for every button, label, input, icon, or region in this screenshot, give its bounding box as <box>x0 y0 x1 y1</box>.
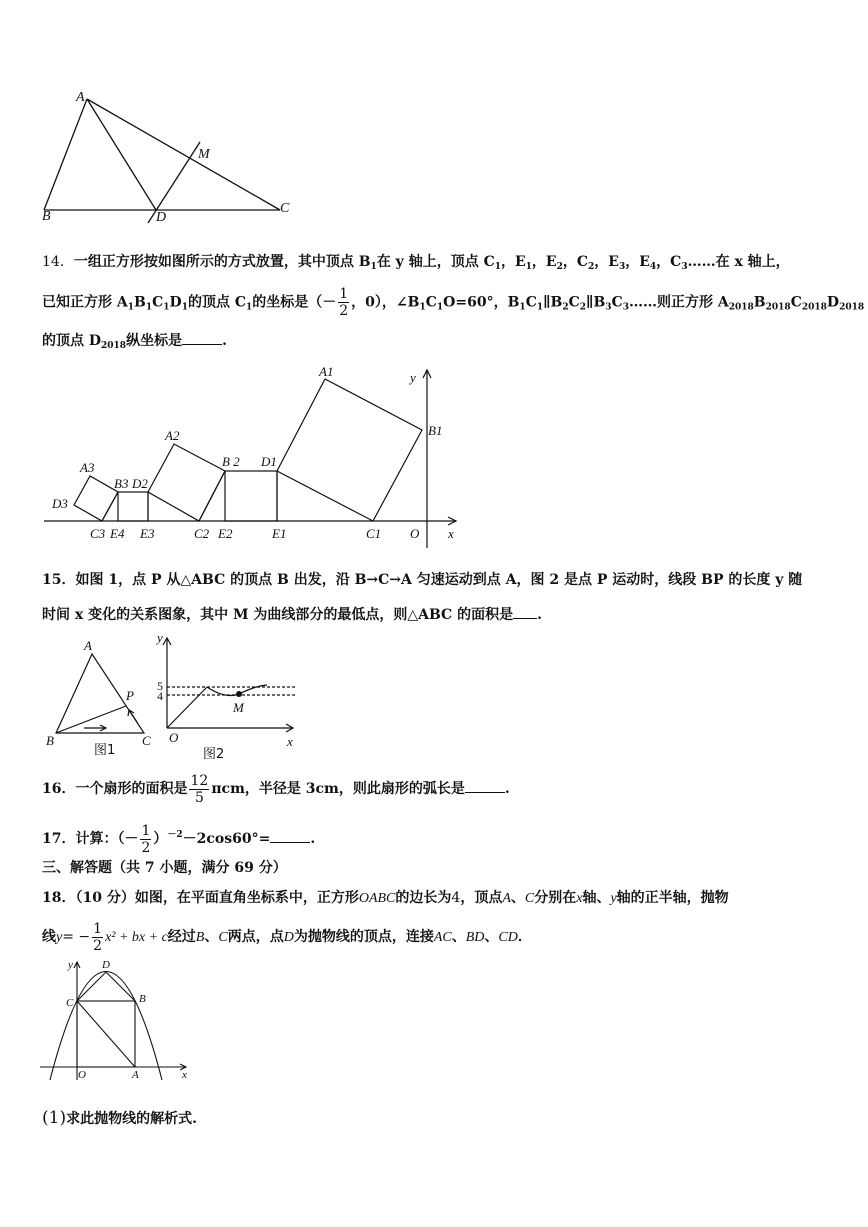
fig14-label-e3: E3 <box>140 526 155 541</box>
fig15-tick-4: 4 <box>157 689 163 703</box>
fig14-label-c1: C1 <box>366 526 382 541</box>
fig14-label-b1: B1 <box>428 423 443 438</box>
fig14-label-c3: C3 <box>90 526 106 541</box>
fig14-label-b3: B3 <box>114 476 129 491</box>
fig14-label-a2: A2 <box>165 428 180 443</box>
fig18-label-o: O <box>78 1069 86 1081</box>
fig14-label-a3: A3 <box>80 460 95 475</box>
q14-fraction: $\frac{1}{2}$ <box>339 286 349 319</box>
fig14-label-b2: B 2 <box>222 454 240 469</box>
fig15-label-b: B <box>46 733 54 748</box>
fig15-tick-5: 5 <box>157 679 163 693</box>
q17-answer-blank[interactable] <box>270 828 310 843</box>
fig14-label-c2: C2 <box>194 526 210 541</box>
section3-heading: 三、解答题（共 7 小题，满分 69 分） <box>42 860 287 876</box>
q16: 16．一个扇形的面积是 $\frac{12}{5}$ πcm，半径是 3cm，则此扇形的弧长是 . <box>42 772 510 806</box>
fig14-label-e2: E2 <box>218 526 233 541</box>
q14-line1: 14．一组正方形按如图所示的方式放置，其中顶点 $B_1$在 y 轴上，顶点 $C_1$，$E_1$，$E_2$，$C_2$，$E_3$，$E_4$，$C_3\dots\dots$在 x 轴上， <box>42 254 790 272</box>
q18-part1: (1)求此抛物线的解析式. <box>42 1108 197 1128</box>
fig14-label-d2: D2 <box>132 476 148 491</box>
q17-fraction: $\frac{1}{2}$ <box>141 822 151 856</box>
fig15-label-p: P <box>126 688 134 703</box>
figure-q15-1 <box>44 638 164 763</box>
fig18-label-y: y <box>68 959 73 971</box>
fig18-label-x: x <box>182 1069 187 1081</box>
fig14-label-y: y <box>410 370 416 385</box>
fig14-label-e4: E4 <box>110 526 125 541</box>
fig13-label-m: M <box>198 147 210 162</box>
fig18-label-d: D <box>102 959 110 971</box>
fig15-label-x: x <box>287 734 293 749</box>
fig13-label-c: C <box>280 201 290 216</box>
fig14-label-e1: E1 <box>272 526 287 541</box>
fig14-label-d3: D3 <box>52 496 68 511</box>
q14-answer-blank[interactable] <box>182 330 222 345</box>
figure-q13 <box>40 90 300 225</box>
fig14-label-d1: D1 <box>261 454 277 469</box>
fig15-label-c: C <box>142 733 151 748</box>
q14-line2: 已知正方形 $A_1B_1C_1D_1$的顶点 $C_1$的坐标是（－ $\frac{1}{2}$ ，0），$\angle B_1C_1O=60^\circ$，$B_1C_1\parallel B_2C_2\parallel B_3C_3\dots\dots$则正方形 $A_{2018}B_{2018}C_{2018}D_{2018}$ <box>42 286 865 319</box>
fig13-label-d: D <box>156 210 167 225</box>
fig15-caption-2: 图2 <box>203 747 225 762</box>
fig14-label-a1: A1 <box>319 364 334 379</box>
fig15-label-o: O <box>169 730 179 745</box>
q18-line2: 线y= − $\frac{1}{2}$ x² + bx + c经过B、C两点，点D为抛物线的顶点，连接AC、BD、CD． <box>42 920 532 954</box>
q16-answer-blank[interactable] <box>465 778 505 793</box>
q15-line2: 时间 x 变化的关系图象，其中 M 为曲线部分的最低点，则△ABC 的面积是 . <box>42 604 542 625</box>
figure-q18 <box>40 958 200 1083</box>
fig13-label-a: A <box>76 90 85 105</box>
q17: 17．计算：（－ $\frac{1}{2}$ ）$^{-2}$－2cos60°= . <box>42 822 316 856</box>
q16-fraction: $\frac{12}{5}$ <box>190 772 209 806</box>
fig18-label-b: B <box>139 993 146 1005</box>
q18-fraction: $\frac{1}{2}$ <box>93 920 103 954</box>
figure-q14 <box>44 360 464 550</box>
fig15-label-y: y <box>157 630 163 645</box>
fig13-label-b: B <box>42 209 51 224</box>
q15-line1: 15．如图 1，点 P 从△ABC 的顶点 B 出发，沿 B→C→A 匀速运动到点 A，图 2 是点 P 运动时，线段 BP 的长度 y 随 <box>42 572 803 588</box>
q14-line3: 的顶点 $D_{2018}$纵坐标是 . <box>42 330 227 356</box>
fig18-label-a: A <box>132 1069 139 1081</box>
figure-q15-2 <box>155 628 305 763</box>
fig14-label-o: O <box>410 526 420 541</box>
q15-answer-blank[interactable] <box>513 604 537 619</box>
fig15-caption-1: 图1 <box>94 743 116 758</box>
fig14-label-x: x <box>448 526 454 541</box>
fig15-label-a: A <box>84 638 92 653</box>
q18-line1: 18．（10 分）如图，在平面直角坐标系中，正方形OABC的边长为4，顶点A、C分别在x轴、y轴的正半轴，抛物 <box>42 890 729 906</box>
fig15-label-m: M <box>233 700 244 715</box>
fig18-label-c: C <box>66 997 74 1009</box>
